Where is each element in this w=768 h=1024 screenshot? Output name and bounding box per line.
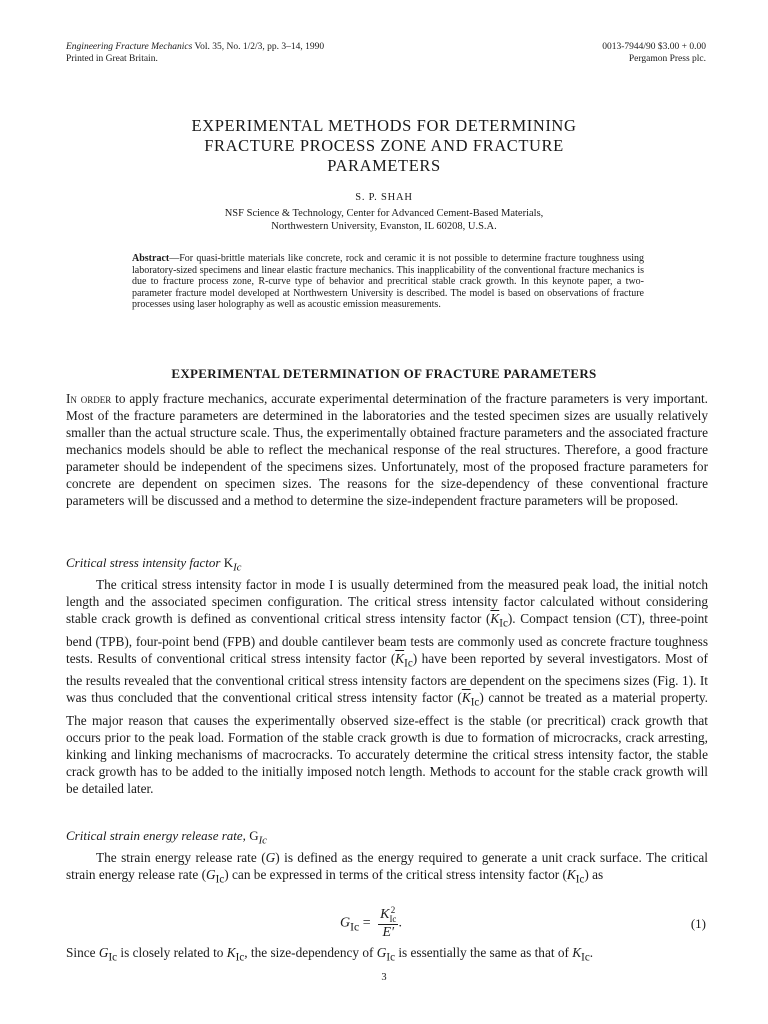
affiliation-line: NSF Science & Technology, Center for Advanced Cement-Based Materials, bbox=[224, 208, 544, 219]
symbol-subscript: Ic bbox=[404, 657, 413, 670]
paragraph-text: is essentially the same as that of bbox=[395, 945, 573, 960]
symbol-subscript: Ic bbox=[386, 951, 396, 964]
symbol-subscript: Ic bbox=[581, 951, 590, 964]
numerator-subscript: Ic bbox=[389, 914, 397, 924]
paragraph-text: ) can be expressed in terms of the critical stress intensity factor ( bbox=[224, 867, 567, 882]
journal-name: Engineering Fracture Mechanics bbox=[66, 42, 193, 52]
subsection-heading-gic bbox=[66, 828, 267, 847]
journal-volume-info: Vol. 35, No. 1/2/3, pp. 3–14, 1990 bbox=[192, 42, 325, 52]
abstract-label: Abstract bbox=[132, 253, 170, 264]
publisher-name: Pergamon Press plc. bbox=[628, 54, 706, 64]
numerator-scripts bbox=[389, 906, 396, 924]
equation-1 bbox=[0, 900, 768, 940]
closing-sentence bbox=[66, 944, 708, 967]
equation-body bbox=[340, 906, 402, 941]
symbol-subscript: Ic bbox=[215, 873, 225, 886]
paragraph-text: is closely related to bbox=[117, 945, 227, 960]
symbol: G bbox=[249, 828, 259, 843]
symbol: K bbox=[566, 867, 576, 882]
paragraph-text: to apply fracture mechanics, accurate experimental determination of the fracture parameters is very important. Most of the fracture parameters are determined in the laboratories and the tested specimen sizes are usually relatively smaller than the actual structure scale. Thus, the experimentally obtained fracture parameters and the associated fracture mechanics models should be able to reflect the mechanical response of the real structures. Therefore, a good fracture parameter should be independent of the specimens sizes. Unfortunately, most of the proposed fracture parameters for concrete are dependent on specimen sizes. The reasons for the size-dependency of these conventional fracture parameters will be discussed and a method to determine the size-independent fracture parameters will be proposed. bbox=[66, 391, 708, 508]
equation-number: (1) bbox=[690, 916, 706, 931]
paragraph-text: ). Compact tension (CT), three-point bend (TPB), four-point bend (FPB) and double cantilever beam tests are commonly used as concrete fracture toughness tests. Results of conventional critical stress intensity factor ( bbox=[66, 611, 708, 666]
symbol: K bbox=[572, 945, 582, 960]
title-line: PARAMETERS bbox=[327, 156, 441, 175]
paragraph-text: The strain energy release rate ( bbox=[96, 850, 266, 865]
symbol-subscript: Ic bbox=[108, 951, 118, 964]
author-affiliation bbox=[0, 207, 768, 233]
numerator-symbol: K bbox=[380, 907, 390, 923]
symbol: G bbox=[265, 850, 276, 865]
equals-sign: = bbox=[359, 915, 375, 931]
journal-header bbox=[66, 41, 324, 65]
paragraph-text: The critical stress intensity factor in mode I is usually determined from the measured peak load, the initial notch length and the associated specimen configuration. The critical stress intensity factor calculated without considering stable crack growth is defined as conventional critical stress intensity factor ( bbox=[66, 577, 708, 626]
symbol-subscript: Ic bbox=[499, 617, 508, 630]
printed-in: Printed in Great Britain. bbox=[66, 54, 158, 64]
paragraph-text: ) as bbox=[584, 867, 604, 882]
symbol: G bbox=[98, 945, 109, 960]
equation-period: . bbox=[398, 915, 402, 931]
article-title bbox=[0, 116, 768, 176]
subsection-heading-kic bbox=[66, 555, 242, 574]
paragraph-text: ) cannot be treated as a material property. The major reason that causes the experimentally observed size-effect is the stable (or precritical) crack growth that occurs prior to the peak load. Formation of the stable crack growth is due to formation of microcracks, crack arresting, kinking and linking mechanisms of macrocracks. To accurately determine the critical stress intensity factor, the stable crack growth has to be added to the initially imposed notch length. Methods to account for the stable crack growth will be detailed later. bbox=[66, 690, 708, 796]
symbol: $\overline{K}$ bbox=[461, 690, 471, 706]
title-line: EXPERIMENTAL METHODS FOR DETERMINING bbox=[191, 116, 577, 135]
paragraph-text: ) is defined as the energy required to generate a unit crack surface. The critical strain energy release rate ( bbox=[66, 850, 708, 882]
article-code: 0013-7944/90 $3.00 + 0.00 bbox=[602, 42, 706, 52]
symbol: $\overline{K}$ bbox=[395, 650, 405, 666]
symbol-subscript: Ic bbox=[258, 834, 267, 847]
symbol-subscript: Ic bbox=[575, 873, 585, 886]
section-heading: EXPERIMENTAL DETERMINATION OF FRACTURE PARAMETERS bbox=[171, 366, 597, 381]
subsection-title: Critical strain energy release rate, bbox=[66, 828, 250, 843]
fraction-numerator bbox=[378, 906, 398, 925]
symbol-subscript: Ic bbox=[470, 696, 480, 709]
symbol: K bbox=[226, 945, 236, 960]
author-name: S. P. SHAH bbox=[355, 192, 413, 203]
paragraph-lead: In order bbox=[66, 391, 112, 406]
title-line: FRACTURE PROCESS ZONE AND FRACTURE bbox=[204, 136, 564, 155]
equation-lhs: G bbox=[340, 915, 351, 931]
paragraph-text: . bbox=[589, 945, 594, 960]
intro-paragraph bbox=[66, 390, 708, 509]
gic-paragraph bbox=[66, 849, 708, 889]
fraction-denominator: E′ bbox=[382, 925, 395, 940]
numerator-superscript: 2 bbox=[390, 905, 396, 915]
abstract-text: —For quasi-brittle materials like concrete, rock and ceramic it is not possible to determine fracture toughness using laboratory-sized specimens and linear elastic fracture mechanics. This inapplicability of the conventional fracture mechanics is due to fracture process zone, R-curve type of behavior and precritical stable crack growth. In this keynote paper, a two-parameter fracture model developed at Northwestern University is described. The model is based on observations of fracture processes using laser holography as well as acoustic emission measurements. bbox=[132, 253, 644, 311]
paragraph-text: , the size-dependency of bbox=[244, 945, 377, 960]
subsection-title: Critical stress intensity factor bbox=[66, 555, 224, 570]
paragraph-text: Since bbox=[66, 945, 99, 960]
affiliation-line: Northwestern University, Evanston, IL 60208, U.S.A. bbox=[271, 221, 497, 232]
page-number: 3 bbox=[381, 972, 387, 983]
paragraph-text: ) have been reported by several investigators. Most of the results revealed that the conventional critical stress intensity factors are dependent on the specimens sizes (Fig. 1). It was thus concluded that the conventional critical stress intensity factor ( bbox=[66, 650, 708, 706]
abstract bbox=[132, 253, 644, 311]
symbol: G bbox=[376, 945, 387, 960]
symbol: $\overline{K}$ bbox=[490, 611, 500, 626]
kic-paragraph bbox=[66, 576, 708, 797]
symbol-subscript: Ic bbox=[233, 561, 242, 574]
publisher-header bbox=[602, 41, 706, 65]
equation-lhs-subscript: Ic bbox=[350, 920, 360, 934]
symbol-subscript: Ic bbox=[235, 951, 245, 964]
equation-fraction bbox=[378, 906, 398, 941]
symbol: K bbox=[223, 555, 234, 570]
symbol: G bbox=[206, 867, 216, 882]
